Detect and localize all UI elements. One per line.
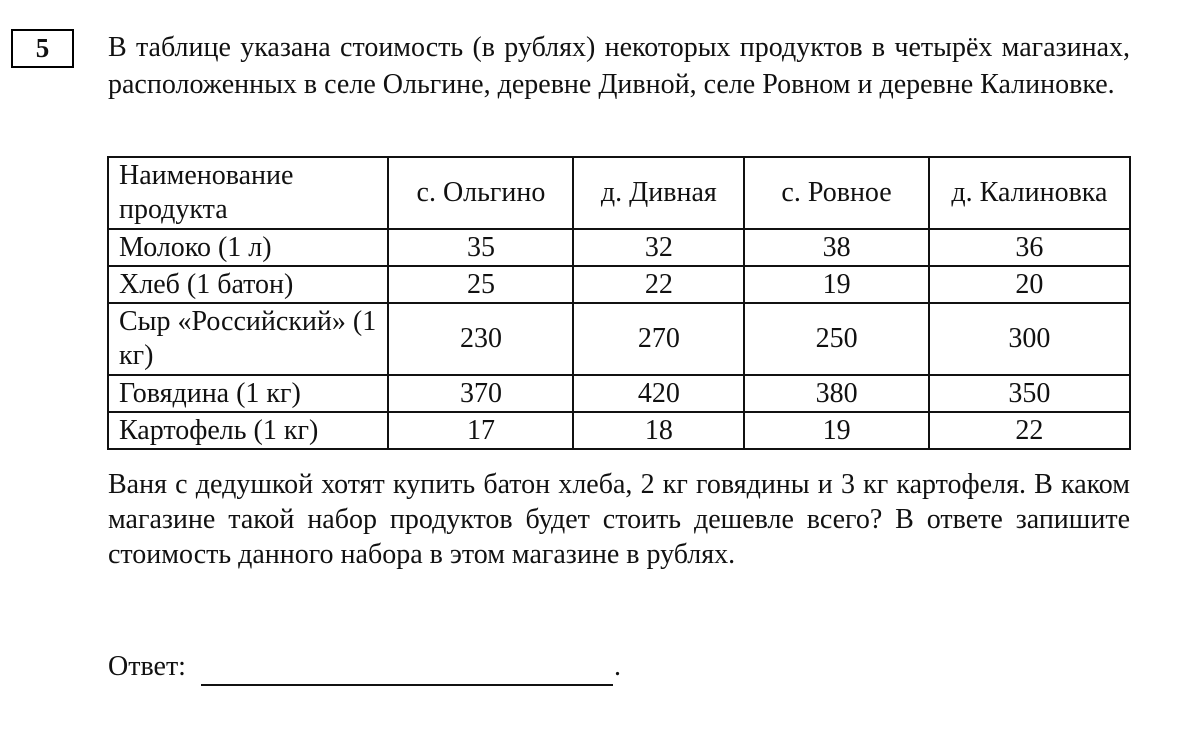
header-store-rovnoe: с. Ровное: [744, 157, 929, 229]
price-cell: 420: [573, 375, 744, 412]
header-store-divnaya: д. Дивная: [573, 157, 744, 229]
price-table: [107, 156, 1131, 450]
price-cell: 350: [929, 375, 1130, 412]
price-cell: 380: [744, 375, 929, 412]
price-cell: 25: [388, 266, 573, 303]
product-name: Хлеб (1 батон): [108, 266, 388, 303]
product-name: Картофель (1 кг): [108, 412, 388, 449]
price-cell: 19: [744, 412, 929, 449]
price-cell: 19: [744, 266, 929, 303]
product-name: Сыр «Российский» (1 кг): [108, 303, 388, 375]
price-cell: 35: [388, 229, 573, 266]
task-question: Ваня с дедушкой хотят купить батон хлеба, 2 кг говядины и 3 кг картофеля. В каком магазине такой набор продуктов будет стоить дешевле всего? В ответе запишите стоимость данного набора в этом магазине в рублях.: [108, 469, 1130, 570]
price-cell: 32: [573, 229, 744, 266]
table-row: [108, 412, 1130, 449]
table-header-row: [108, 157, 1130, 229]
header-product: Наименование продукта: [108, 157, 388, 229]
price-cell: 370: [388, 375, 573, 412]
table-row: [108, 375, 1130, 412]
price-cell: 20: [929, 266, 1130, 303]
price-cell: 18: [573, 412, 744, 449]
table-row: [108, 266, 1130, 303]
price-cell: 17: [388, 412, 573, 449]
price-cell: 230: [388, 303, 573, 375]
table-row: [108, 303, 1130, 375]
answer-field[interactable]: [201, 684, 613, 686]
task-number: 5: [11, 29, 74, 68]
product-name: Молоко (1 л): [108, 229, 388, 266]
price-cell: 36: [929, 229, 1130, 266]
product-name: Говядина (1 кг): [108, 375, 388, 412]
price-cell: 22: [573, 266, 744, 303]
table-row: [108, 229, 1130, 266]
price-cell: 250: [744, 303, 929, 375]
answer-label: Ответ:: [108, 651, 186, 682]
price-cell: 38: [744, 229, 929, 266]
header-store-olgino: с. Ольгино: [388, 157, 573, 229]
header-store-kalinovka: д. Калиновка: [929, 157, 1130, 229]
price-cell: 270: [573, 303, 744, 375]
answer-period: .: [614, 651, 621, 682]
price-cell: 300: [929, 303, 1130, 375]
price-cell: 22: [929, 412, 1130, 449]
task-intro: В таблице указана стоимость (в рублях) некоторых продуктов в четырёх магазинах, расположенных в селе Ольгине, деревне Дивной, селе Ровном и деревне Калиновке.: [108, 32, 1130, 100]
